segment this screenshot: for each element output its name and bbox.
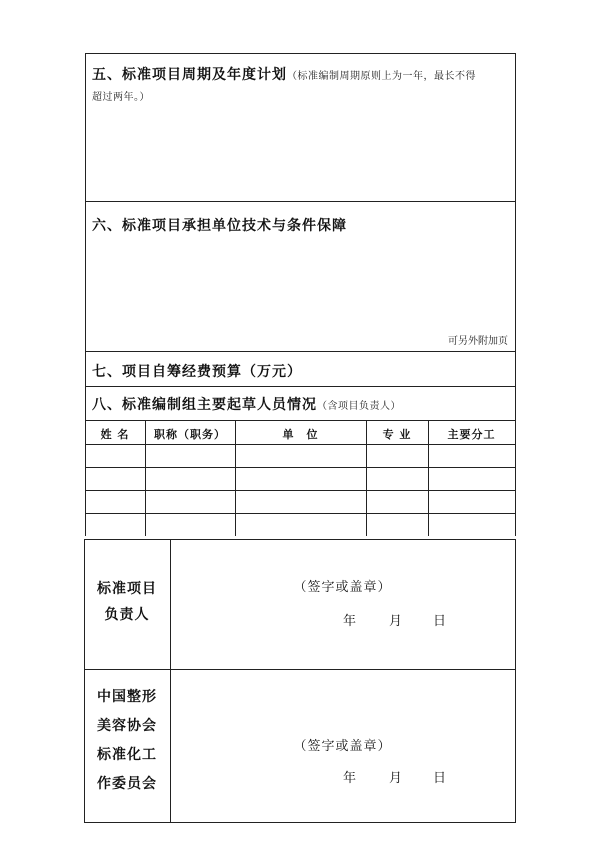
divider-5-6 [85,201,515,202]
project-leader-date-month[interactable]: 月 [389,614,403,629]
staff-table-top [85,420,515,421]
divider-6-7 [85,351,515,352]
committee-date-day[interactable]: 日 [433,771,447,786]
project-leader-label: 标准项目 负责人 [97,581,157,623]
project-leader-sign-field[interactable]: （签字或盖章） [293,580,392,595]
table-left-border [85,53,86,536]
col-header-unit: 单 位 [282,428,319,441]
col-header-major: 专 业 [382,428,412,441]
table-top-border [85,53,515,54]
committee-label: 中国整形 美容协会 标准化工 作委员会 [97,689,157,792]
committee-date-year[interactable]: 年 [343,771,357,786]
project-leader-date-year[interactable]: 年 [343,614,357,629]
col-header-role: 主要分工 [447,428,496,441]
section7-title: 七、项目自筹经费预算（万元） [92,364,302,380]
table-row [85,444,515,445]
table-row [85,490,515,491]
committee-date-month[interactable]: 月 [389,771,403,786]
section8-title: 八、标准编制组主要起草人员情况 [92,397,317,413]
table-row [85,513,515,514]
table-row [85,467,515,468]
col-header-name: 姓 名 [100,428,130,441]
col-divider [145,420,146,536]
section8-note: （含项目负责人） [317,401,401,412]
section5-note-continued: 超过两年。） [92,92,150,103]
sig-table-bottom [84,822,515,823]
sig-table-top [84,539,515,540]
divider-7-8 [85,386,515,387]
project-leader-date-day[interactable]: 日 [433,614,447,629]
section5-heading [92,64,476,84]
col-divider [428,420,429,536]
section5-title: 五、标准项目周期及年度计划 [92,67,287,83]
section8-heading [92,394,401,414]
col-divider [235,420,236,536]
sig-divider [84,669,515,670]
sig-table-right [515,539,516,823]
committee-sign-field[interactable]: （签字或盖章） [293,739,392,754]
col-header-title: 职称（职务） [154,428,226,441]
section6-title: 六、标准项目承担单位技术与条件保障 [92,218,347,234]
attach-page-note: 可另外附加页 [448,336,508,347]
table-right-border [515,53,516,536]
section5-note: （标准编制周期原则上为一年，最长不得 [287,71,476,82]
col-divider [366,420,367,536]
